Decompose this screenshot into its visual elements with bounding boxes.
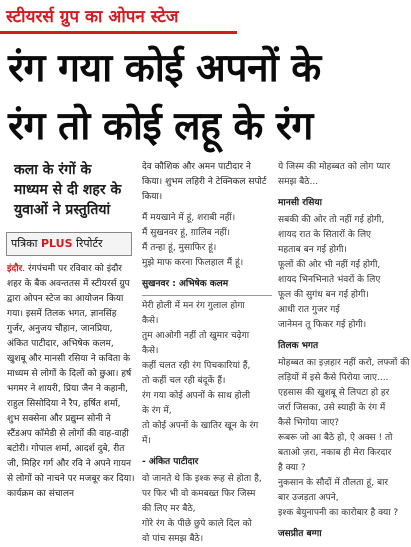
poem-line: महताब बन गई होगी।: [278, 245, 347, 255]
poet-credit: - अंकित पाटीदार: [142, 457, 199, 467]
poem-line: मैं तन्हा हूं, मुसाफिर हूं।: [142, 243, 217, 253]
kicker: [0, 4, 237, 32]
poem-line: एहसास की खुशबू से लिपटा हो हर: [278, 388, 390, 398]
article-body-2: देव कौशिक और अमन पाटीदार ने किया। शुभम लहिरी ने टेक्निकल सपोर्ट किया।: [142, 162, 267, 202]
kicker-rule: [0, 31, 237, 34]
poem-line: ये जिस्म की मोहब्बत को लोग प्यार: [278, 162, 391, 172]
poem-line: गोरे रंग के पीछे छुपे काले दिल को: [142, 519, 252, 529]
poem-line: आधी रात गुजर गई: [278, 305, 340, 315]
poem-line: कैसे।: [142, 316, 159, 326]
poem-line: पर फिर भी वो कमबख्त फिर जिस्म: [142, 489, 256, 499]
poem-line: नुकसान के सौदों में तौलता हूं, बार: [278, 478, 389, 488]
poem-line: तुम आओगी नहीं तो खुमार चढ़ेगा: [142, 331, 250, 341]
poem-line: कैसे।: [142, 346, 159, 356]
poem-line: सबकी की ओर तो नहीं गई होगी,: [278, 215, 385, 225]
poem-line: में।: [142, 436, 151, 446]
poem-line: कहीं चलत रही रंग पिचकारियां हैं,: [142, 361, 251, 371]
poem-line: तो कहीं चल रही बंदूकें हैं।: [142, 376, 226, 386]
byline-label: रिपोर्टर: [76, 237, 103, 250]
poem-line: वो पांच समझ बैठे।: [142, 534, 204, 544]
article-column-1: [7, 262, 135, 499]
poem-block: [142, 472, 272, 547]
poem-block: [278, 356, 408, 521]
poem-line: मोहब्बत का इज़हार नहीं करो, लफ्जों की: [278, 358, 410, 368]
poem-block: [278, 160, 408, 190]
poem-line: कैसे भिगोया जाए?: [278, 418, 340, 428]
poet-credit: जसप्रीत बग्गा: [278, 529, 322, 539]
poem-line: वो जानते थे कि इश्क रूह से होता है,: [142, 474, 262, 484]
article-column-3: [278, 160, 410, 539]
headline-line-1: रंग गया कोई अपनों के: [8, 46, 321, 91]
poem-line: फूलों की ओर भी नहीं गई होगी,: [278, 260, 381, 270]
poem-line: मुझे माफ करना फिलहाल मैं हूं।: [142, 258, 244, 268]
poem-line: बताओ ज़रा, नकाब ही मेरा किरदार: [278, 448, 392, 458]
dateline-city: इंदौर: [7, 264, 23, 274]
deck: कला के रंगों के माध्यम से दी शहर के युवाओं ने प्रस्तुतियां: [14, 162, 122, 218]
poem-line: के रंग में,: [142, 406, 172, 416]
poet-credit: तिलक भगत: [278, 341, 319, 351]
poem-line: लड़ियों में इसे कैसे पिरोया जाए....: [278, 373, 389, 383]
poem-line: जर्रा जिसका, उसे स्याही के रंग में: [278, 403, 386, 413]
poem-block: [278, 213, 408, 333]
headline: [8, 40, 407, 156]
poem-line: तो कोई अपनों के खातिर खून के रंग: [142, 421, 259, 431]
poem-line: शायद रात के सितारों के लिए: [278, 230, 372, 240]
divider: [142, 295, 272, 296]
poem-line: मैं मयखाने में हूं, शराबी नहीं।: [142, 213, 236, 223]
poem-line: समझ बैठे...: [278, 177, 319, 187]
poem-line: जानेमन तू फिकर गई होगी।: [278, 320, 367, 330]
poem-line: है क्या ?: [278, 463, 306, 473]
kicker-text: स्टीयरर्स ग्रुप का ओपन स्टेज: [6, 7, 179, 27]
poet-credit: मानसी रसिया: [278, 198, 322, 208]
headline-line-2: रंग तो कोई लहू के रंग: [8, 104, 313, 149]
poem-line: रंग गया कोई अपनों के साथ होली: [142, 391, 251, 401]
article-column-2: [142, 160, 272, 544]
poem-line: की लिए मर बैठे,: [142, 504, 196, 514]
reporter-byline: [6, 232, 132, 256]
poem-line: रूबरू जो आ बैठे हो, ऐ अक्स ! तो: [278, 433, 393, 443]
poem-line: इश्क बेयुनापनी का कारोबार है क्या ?: [278, 508, 399, 518]
poem-line: मेरी होली में मन रंग गुलाल होगा: [142, 301, 245, 311]
poem-line: फूल की सुगंध बन गई होगी।: [278, 290, 369, 300]
brand-name: पत्रिका: [11, 237, 38, 250]
poem-line: शायद भिनभिनाते भंवरों के लिए: [278, 275, 381, 285]
brand-plus: PLUS: [40, 237, 73, 250]
poem-line: मैं सुखनवर हूं, ग़ालिब नहीं।: [142, 228, 231, 238]
poem-block: [142, 299, 272, 449]
poet-credit: सुखनवर : अभिषेक कलम: [142, 279, 229, 289]
poem-line: बार उजड़ता अपने,: [278, 493, 339, 503]
article-body-1: . रंगपंचमी पर रविवार को इंदौर शहर के बैक अवन्ततस में स्टीयरर्स ग्रुप द्वारा ओपन स्टेज का आयोजन किया गया। इसमें तिलक भगत, ज्ञानसिंह गुर्जर, अनुजय चौहान, जानप्रिया, अंकित पाटीदार, अभिषेक कलम, खुशबू और मानसी रसिया ने कविता के माध्यम से लोगों के दिलों को छुआ। हर्ष भगमर ने शायरी, प्रिया जैन ने कहानी, राहुल सिसोदिया ने रैप, हर्षित शर्मा, शुभ सक्सेना और प्रद्युम्न सोनी ने स्टैंडअप कॉमेडी से लोगों की वाह-वाही बटोरी। गोपाल शर्मा, आदर्श दुबे, रीत जी, मिहिर गर्ग और रवि ने अपने गायन से लोगों को नाचने पर मजबूर कर दिया। कार्यक्रम का संचालन: [7, 264, 135, 499]
poem-block: [142, 211, 272, 271]
